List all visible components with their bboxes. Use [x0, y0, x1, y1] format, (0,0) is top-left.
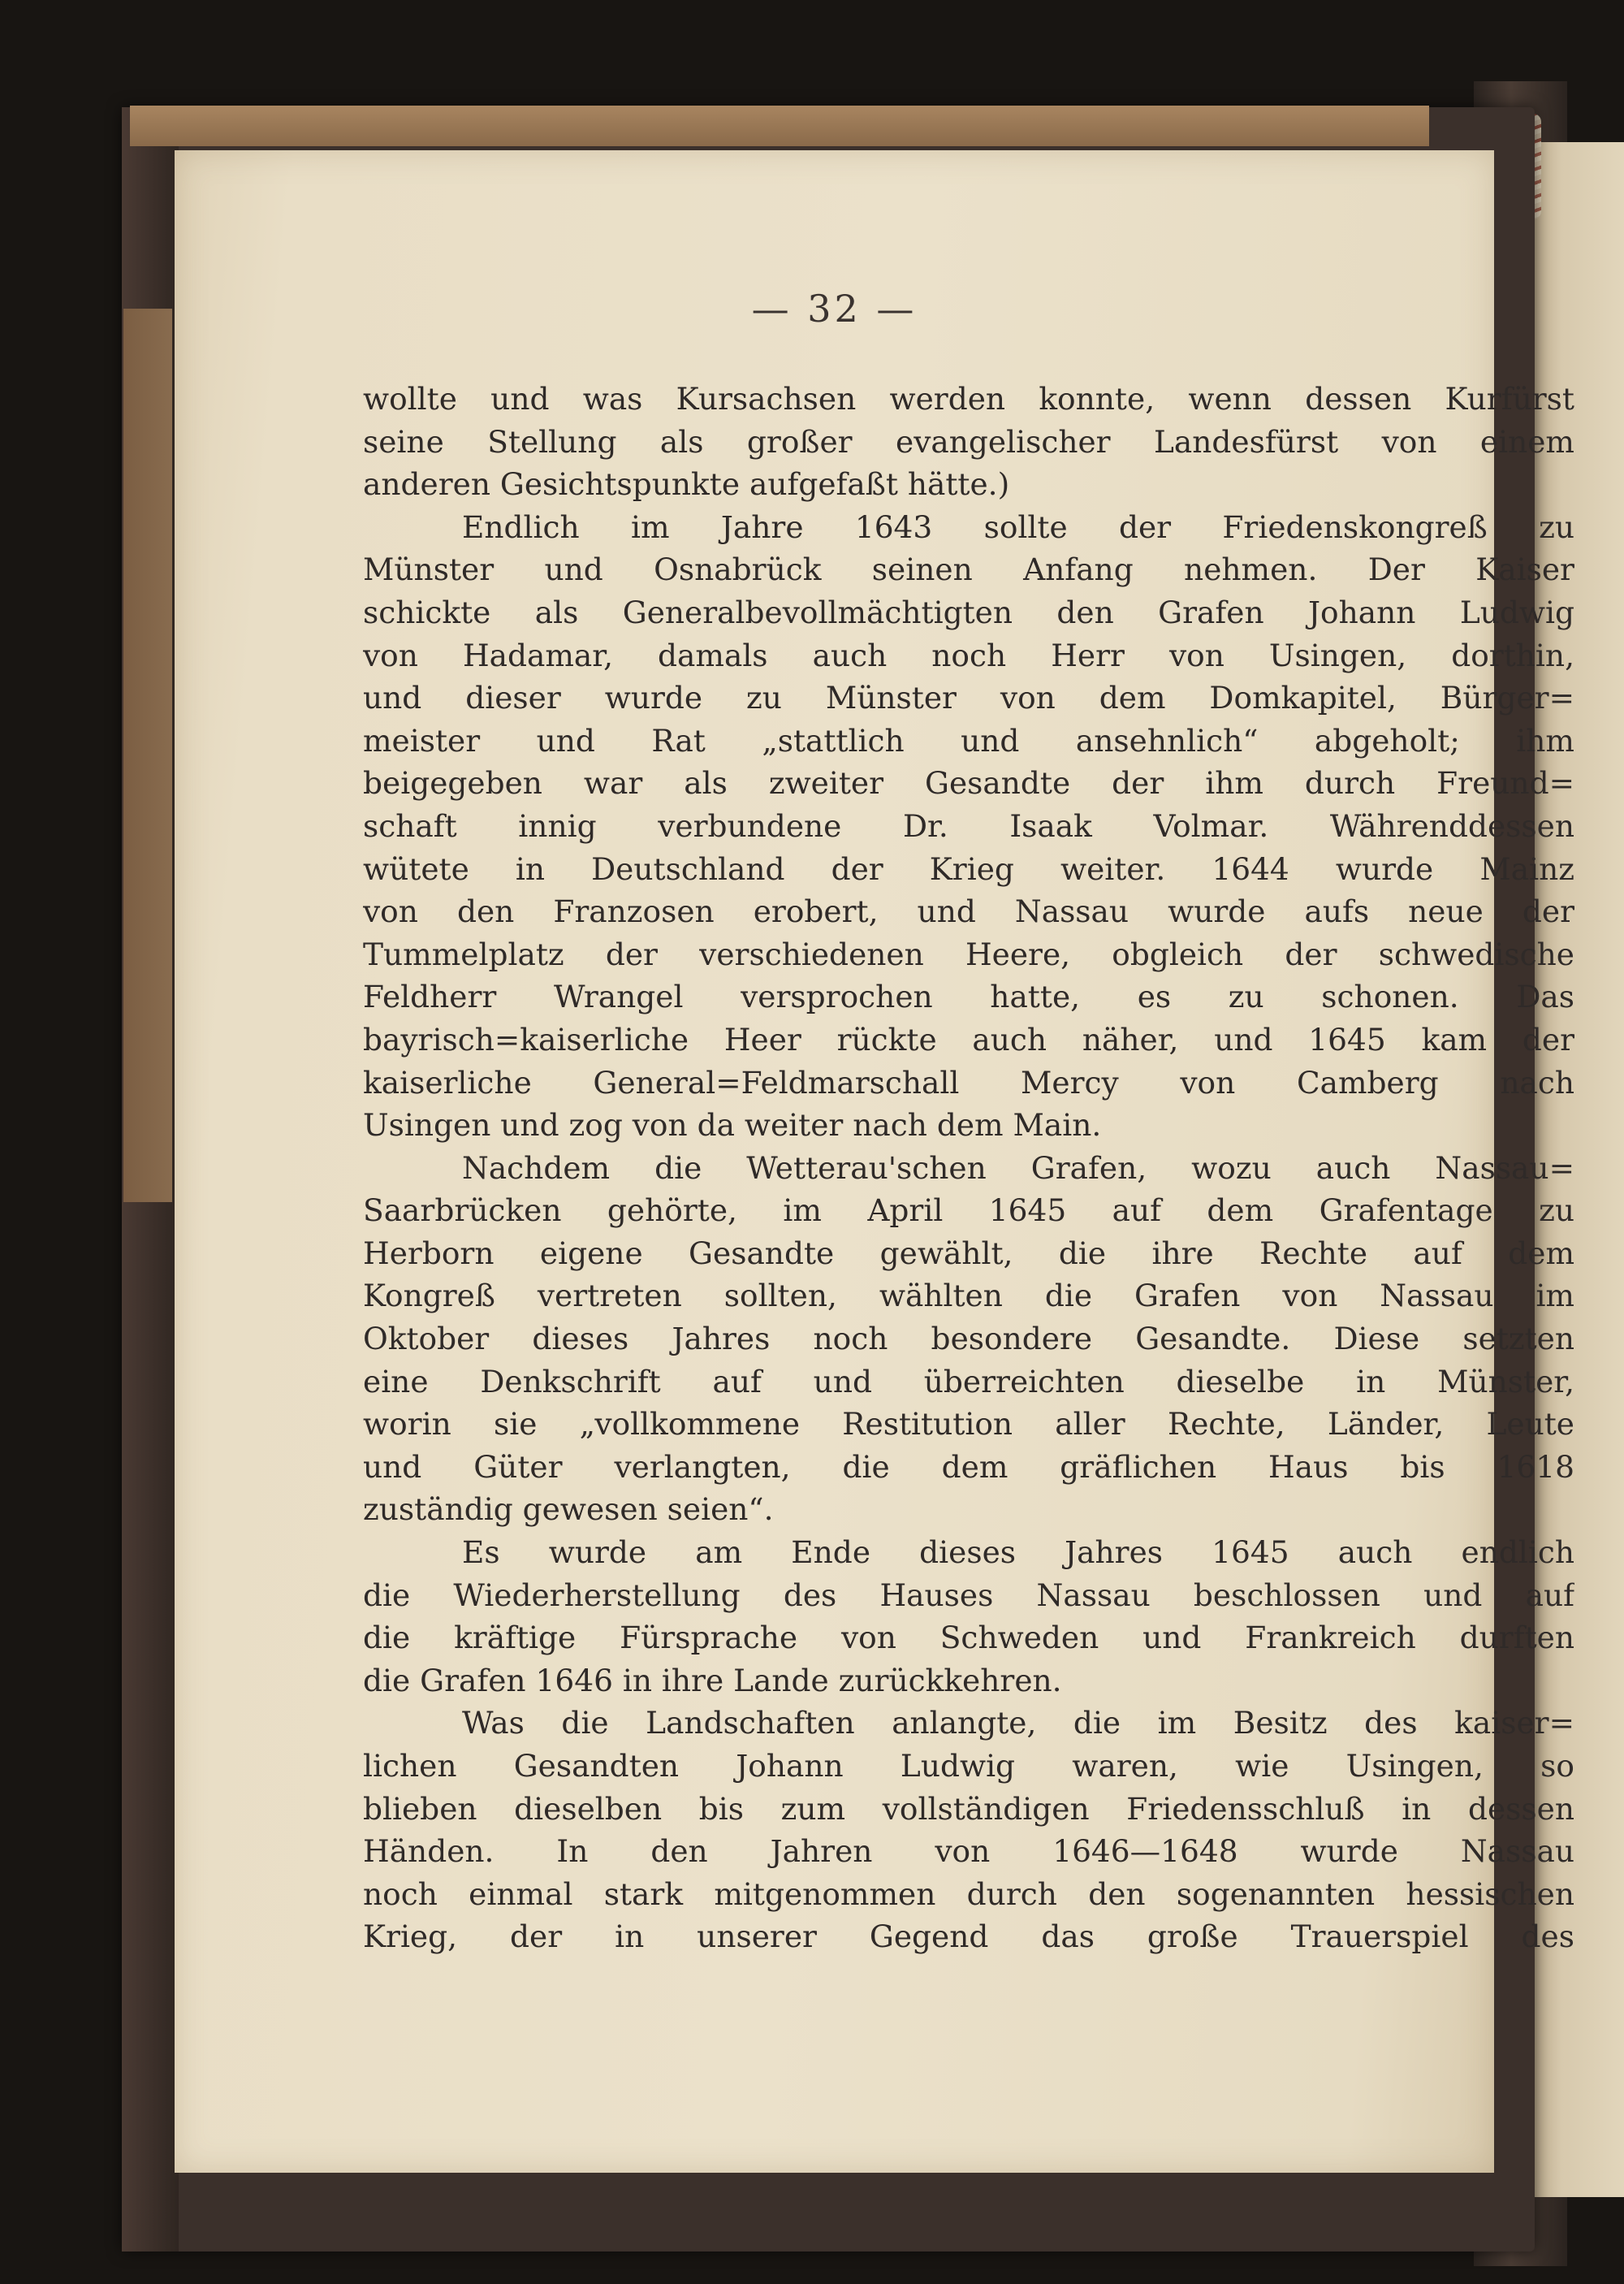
- text-line: meister und Rat „stattlich und ansehnlich“ abgeholt; ihm: [363, 722, 1574, 759]
- text-line: kaiserliche General=Feldmarschall Mercy von Camberg nach: [363, 1064, 1574, 1101]
- text-line: worin sie „vollkommene Restitution aller Rechte, Länder, Leute: [363, 1406, 1574, 1443]
- text-line: die Grafen 1646 in ihre Lande zurückkehren.: [363, 1662, 1062, 1698]
- text-line: Krieg, der in unserer Gegend das große Trauerspiel des: [363, 1918, 1574, 1955]
- cover-paper-left: [123, 309, 172, 1202]
- text-line: noch einmal stark mitgenommen durch den sogenannten hessischen: [363, 1875, 1574, 1912]
- text-line: Endlich im Jahre 1643 sollte der Friedenskongreß zu: [462, 508, 1574, 545]
- text-line: und Güter verlangten, die dem gräflichen Haus bis 1618: [363, 1448, 1574, 1485]
- text-line: Münster und Osnabrück seinen Anfang nehmen. Der Kaiser: [363, 552, 1574, 588]
- text-line: von Hadamar, damals auch noch Herr von Usingen, dorthin,: [363, 637, 1574, 673]
- text-line: Händen. In den Jahren von 1646—1648 wurde Nassau: [363, 1833, 1574, 1870]
- text-line: von den Franzosen erobert, und Nassau wurde aufs neue der: [363, 893, 1574, 930]
- text-line: wollte und was Kursachsen werden konnte, wenn dessen Kurfürst: [363, 381, 1574, 417]
- text-line: schaft innig verbundene Dr. Isaak Volmar. Währenddessen: [363, 807, 1574, 844]
- text-line: anderen Gesichtspunkte aufgefaßt hätte.): [363, 466, 1010, 503]
- text-line: beigegeben war als zweiter Gesandte der ihm durch Freund=: [363, 765, 1574, 802]
- text-line: Usingen und zog von da weiter nach dem Main.: [363, 1107, 1102, 1144]
- text-line: eine Denkschrift auf und überreichten dieselbe in Münster,: [363, 1363, 1574, 1399]
- text-line: Kongreß vertreten sollten, wählten die Grafen von Nassau im: [363, 1278, 1574, 1314]
- text-line: die kräftige Fürsprache von Schweden und Frankreich durften: [363, 1620, 1574, 1656]
- text-line: Es wurde am Ende dieses Jahres 1645 auch endlich: [462, 1534, 1574, 1571]
- text-line: Was die Landschaften anlangte, die im Besitz des kaiser=: [462, 1705, 1574, 1741]
- text-line: Tummelplatz der verschiedenen Heere, obgleich der schwedische: [363, 936, 1574, 972]
- text-line: wütete in Deutschland der Krieg weiter. 1644 wurde Mainz: [363, 850, 1574, 887]
- text-line: blieben dieselben bis zum vollständigen Friedensschluß in dessen: [363, 1790, 1574, 1827]
- text-line: Nachdem die Wetterau'schen Grafen, wozu auch Nassau=: [462, 1149, 1574, 1186]
- text-line: zuständig gewesen seien“.: [363, 1491, 774, 1528]
- text-line: Saarbrücken gehörte, im April 1645 auf dem Grafentage zu: [363, 1192, 1574, 1229]
- page-number: — 32 —: [751, 287, 918, 331]
- cover-paper-top: [130, 106, 1429, 146]
- body-text: [363, 378, 1574, 1958]
- text-line: schickte als Generalbevollmächtigten den Grafen Johann Ludwig: [363, 594, 1574, 630]
- book-page: [175, 150, 1574, 2173]
- text-line: bayrisch=kaiserliche Heer rückte auch näher, und 1645 kam der: [363, 1021, 1574, 1058]
- text-line: und dieser wurde zu Münster von dem Domkapitel, Bürger=: [363, 680, 1574, 716]
- text-line: Feldherr Wrangel versprochen hatte, es zu schonen. Das: [363, 979, 1574, 1015]
- text-line: lichen Gesandten Johann Ludwig waren, wie Usingen, so: [363, 1748, 1574, 1784]
- text-line: seine Stellung als großer evangelischer Landesfürst von einem: [363, 423, 1574, 460]
- text-line: die Wiederherstellung des Hauses Nassau beschlossen und auf: [363, 1577, 1574, 1613]
- text-line: Oktober dieses Jahres noch besondere Gesandte. Diese setzten: [363, 1321, 1574, 1357]
- text-line: Herborn eigene Gesandte gewählt, die ihre Rechte auf dem: [363, 1235, 1574, 1271]
